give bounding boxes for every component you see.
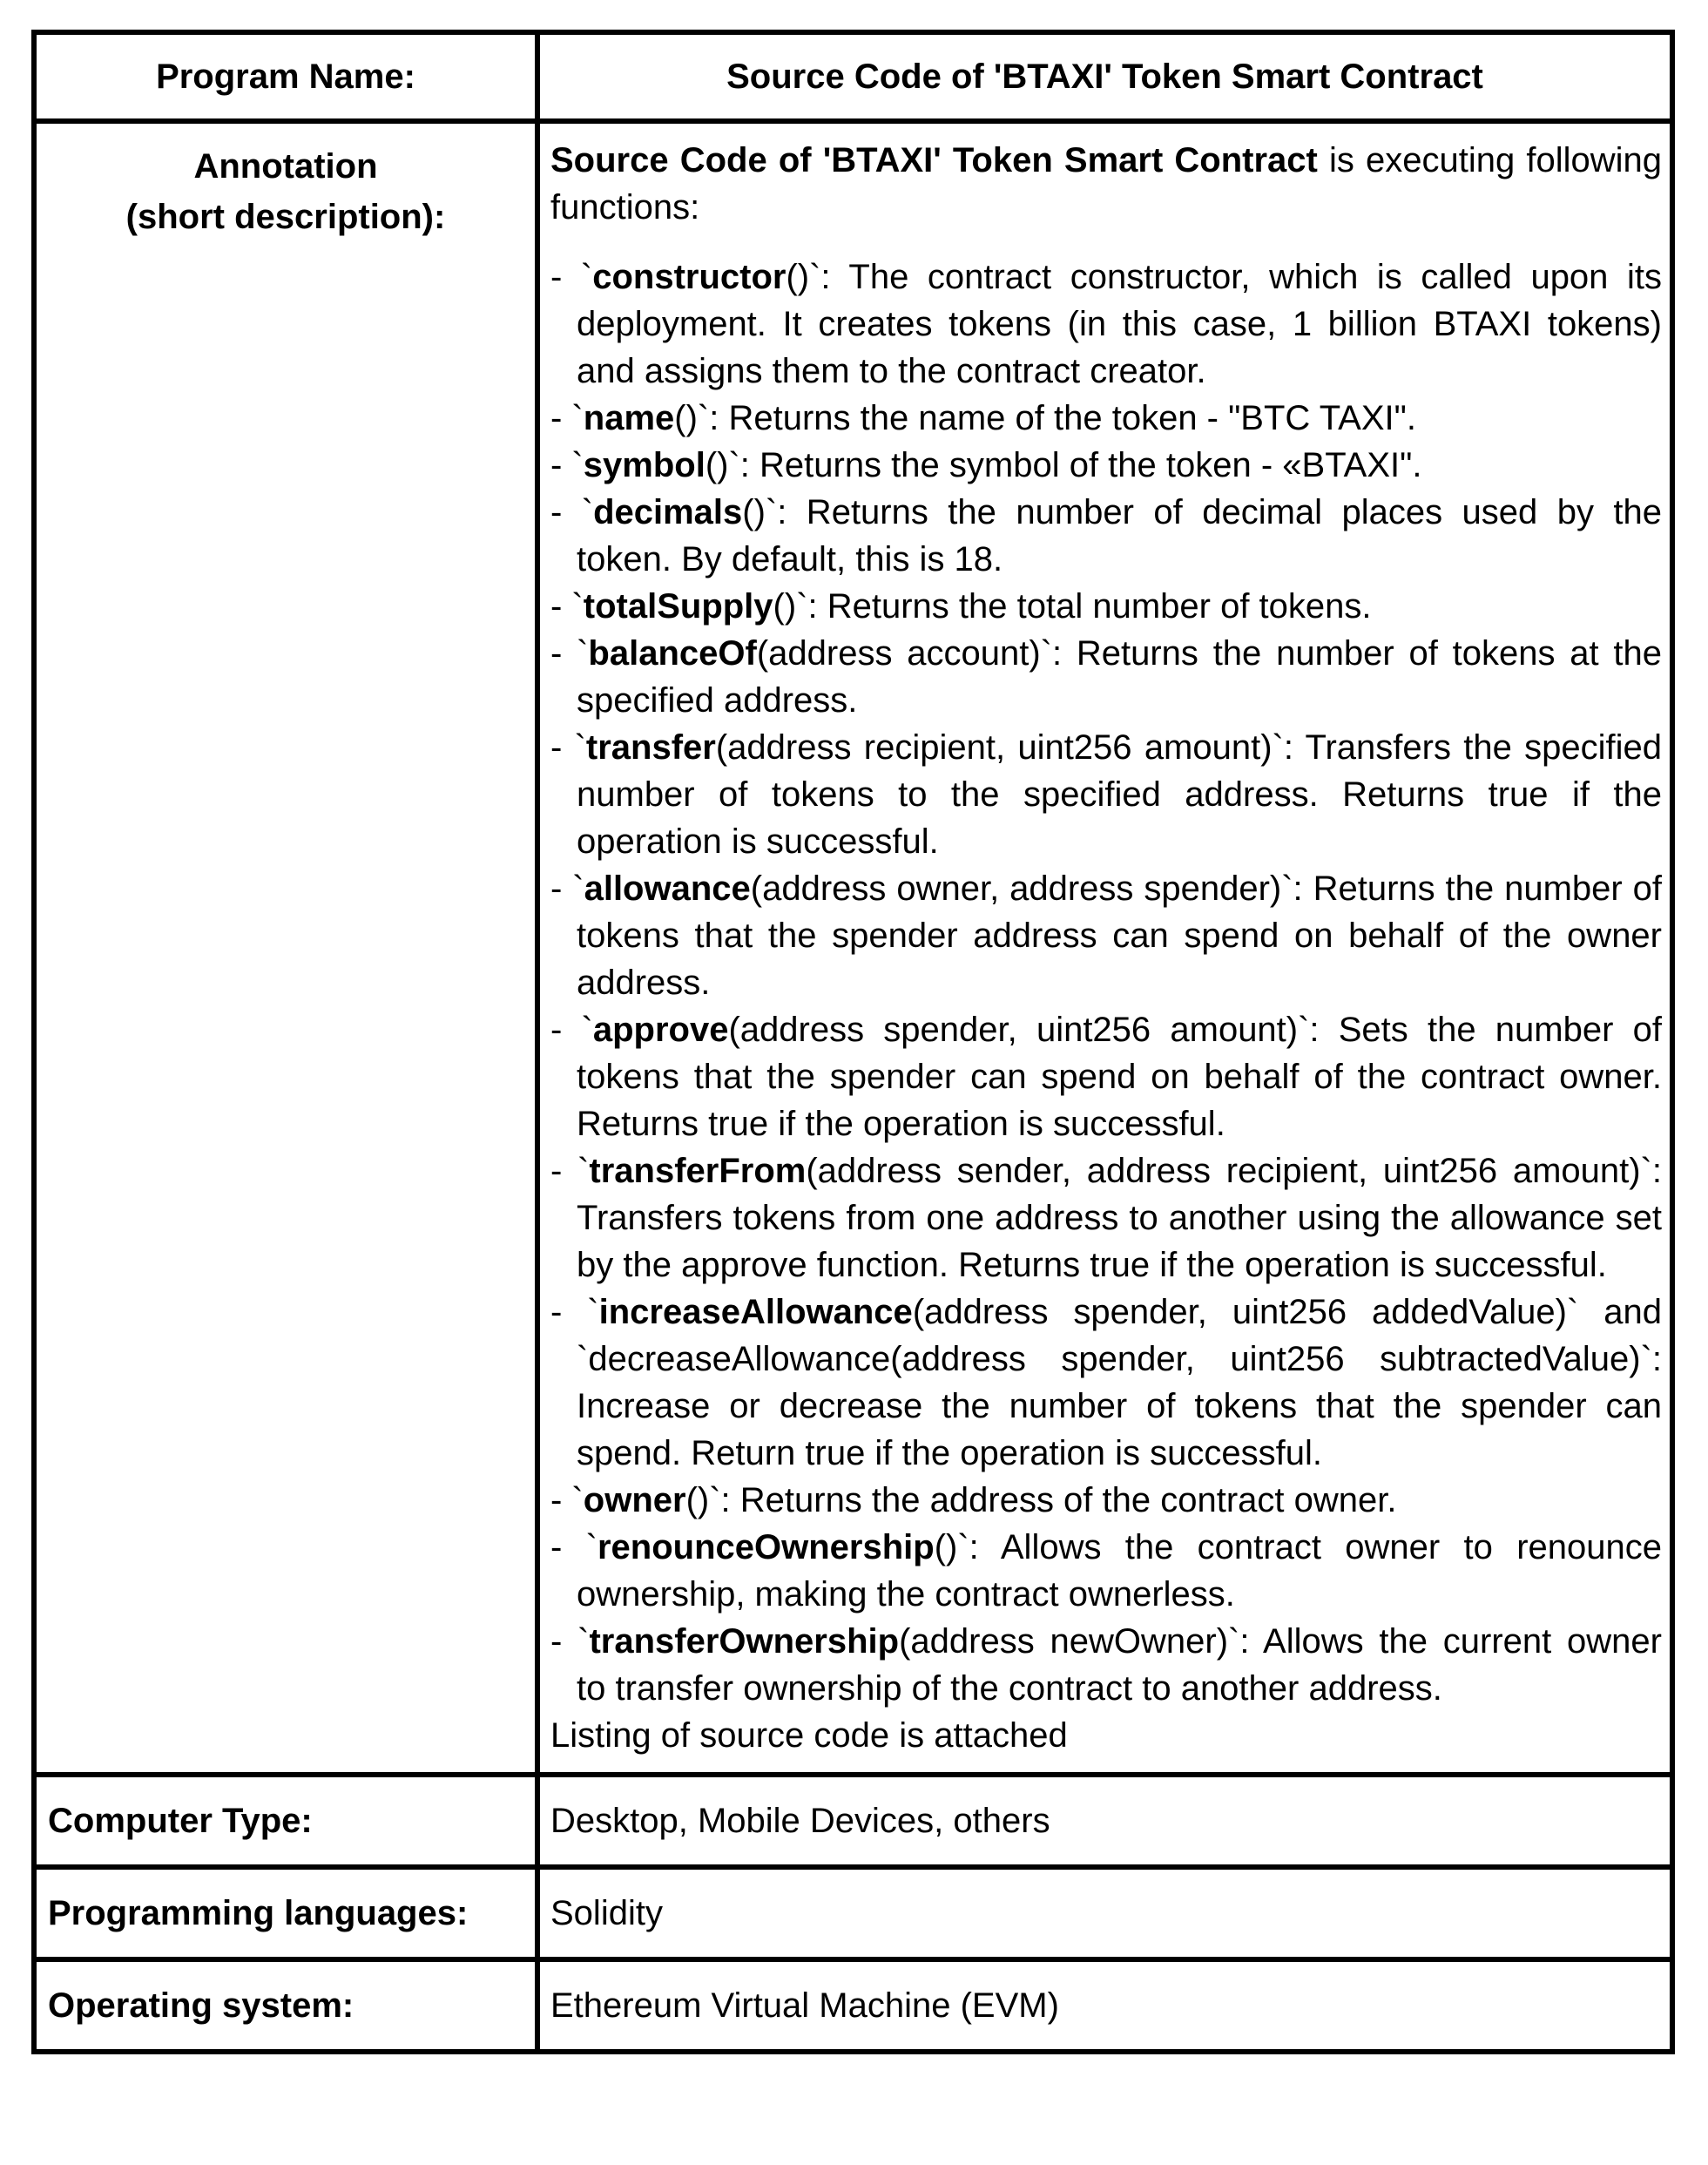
programming-languages-label: Programming languages: xyxy=(34,1867,537,1959)
function-description: ()`: The contract constructor, which is called upon its deployment. It creates tokens (in this case, 1 billion BTAXI tokens) and assigns them to the contract creator. xyxy=(577,258,1662,390)
list-bullet-prefix: - ` xyxy=(550,493,594,531)
list-bullet-prefix: - ` xyxy=(550,1293,599,1331)
operating-system-label: Operating system: xyxy=(34,1959,537,2052)
annotation-label-line1: Annotation xyxy=(193,147,378,186)
list-bullet-prefix: - ` xyxy=(550,399,584,437)
annotation-value-cell xyxy=(537,121,1672,1775)
list-bullet-prefix: - ` xyxy=(550,1011,593,1049)
program-name-label: Program Name: xyxy=(34,32,537,121)
annotation-row xyxy=(34,121,1672,1775)
function-description: ()`: Returns the total number of tokens. xyxy=(773,587,1372,626)
function-name: transferFrom xyxy=(589,1152,807,1190)
computer-type-row xyxy=(34,1775,1672,1867)
function-list-item xyxy=(550,1524,1662,1618)
function-list xyxy=(550,254,1662,1712)
function-name: transferOwnership xyxy=(589,1622,900,1661)
programming-languages-row xyxy=(34,1867,1672,1959)
function-name: increaseAllowance xyxy=(598,1293,913,1331)
function-description: ()`: Allows the contract owner to renounce ownership, making the contract ownerless. xyxy=(577,1528,1662,1614)
function-name: owner xyxy=(583,1481,686,1519)
function-list-item xyxy=(550,1618,1662,1712)
function-name: name xyxy=(583,399,675,437)
function-list-item xyxy=(550,1289,1662,1477)
list-bullet-prefix: - ` xyxy=(550,1481,584,1519)
function-name: transfer xyxy=(585,728,716,767)
annotation-intro-bold: Source Code of 'BTAXI' Token Smart Contract xyxy=(550,141,1318,179)
function-list-item xyxy=(550,442,1662,489)
function-description: ()`: Returns the symbol of the token - «BTAXI". xyxy=(705,446,1422,484)
function-list-item xyxy=(550,1006,1662,1147)
annotation-intro-rest: is executing following functions: xyxy=(550,141,1662,227)
function-list-item xyxy=(550,724,1662,865)
function-description: (address newOwner)`: Allows the current owner to transfer ownership of the contract to another address. xyxy=(577,1622,1662,1708)
computer-type-value: Desktop, Mobile Devices, others xyxy=(537,1775,1672,1867)
function-description: (address sender, address recipient, uint256 amount)`: Transfers tokens from one address to another using the allowance set by the approve function. Returns true if the operation is successful. xyxy=(577,1152,1662,1284)
function-list-item xyxy=(550,630,1662,724)
function-name: totalSupply xyxy=(583,587,773,626)
program-info-table xyxy=(31,30,1675,2054)
function-description: (address recipient, uint256 amount)`: Transfers the specified number of tokens to the specified address. Returns true if the operation is successful. xyxy=(577,728,1662,861)
function-name: allowance xyxy=(584,869,751,908)
function-description: ()`: Returns the address of the contract owner. xyxy=(685,1481,1397,1519)
function-description: (address spender, uint256 addedValue)` and `decreaseAllowance(address spender, uint256 subtractedValue)`: Increase or decrease the number of tokens that the spender can spend. Return true if the operation is successful. xyxy=(577,1293,1662,1472)
computer-type-label: Computer Type: xyxy=(34,1775,537,1867)
list-bullet-prefix: - ` xyxy=(550,728,586,767)
annotation-intro xyxy=(550,137,1662,231)
programming-languages-value: Solidity xyxy=(537,1867,1672,1959)
function-list-item xyxy=(550,583,1662,630)
annotation-footer: Listing of source code is attached xyxy=(550,1716,1068,1755)
function-name: constructor xyxy=(592,258,786,296)
annotation-label-line2: (short description): xyxy=(125,198,446,236)
program-name-value: Source Code of 'BTAXI' Token Smart Contract xyxy=(537,32,1672,121)
list-bullet-prefix: - ` xyxy=(550,1622,590,1661)
list-bullet-prefix: - ` xyxy=(550,587,584,626)
operating-system-value: Ethereum Virtual Machine (EVM) xyxy=(537,1959,1672,2052)
function-name: decimals xyxy=(593,493,743,531)
function-description: (address spender, uint256 amount)`: Sets the number of tokens that the spender can spend on behalf of the contract owner. Returns true if the operation is successful. xyxy=(577,1011,1662,1143)
function-description: (address account)`: Returns the number of tokens at the specified address. xyxy=(577,634,1662,720)
list-bullet-prefix: - ` xyxy=(550,869,584,908)
function-name: symbol xyxy=(583,446,705,484)
function-list-item xyxy=(550,395,1662,442)
function-list-item xyxy=(550,865,1662,1006)
list-bullet-prefix: - ` xyxy=(550,446,584,484)
function-name: approve xyxy=(592,1011,729,1049)
function-description: ()`: Returns the name of the token - "BTC TAXI". xyxy=(674,399,1416,437)
list-bullet-prefix: - ` xyxy=(550,1152,590,1190)
function-list-item xyxy=(550,1477,1662,1524)
annotation-label-cell xyxy=(34,121,537,1775)
list-bullet-prefix: - ` xyxy=(550,634,589,673)
function-list-item xyxy=(550,489,1662,583)
function-name: balanceOf xyxy=(588,634,757,673)
function-description: (address owner, address spender)`: Returns the number of tokens that the spender address can spend on behalf of the owner address. xyxy=(577,869,1662,1002)
function-name: renounceOwnership xyxy=(597,1528,935,1566)
program-name-row xyxy=(34,32,1672,121)
list-bullet-prefix: - ` xyxy=(550,1528,597,1566)
function-list-item xyxy=(550,1147,1662,1289)
operating-system-row xyxy=(34,1959,1672,2052)
list-bullet-prefix: - ` xyxy=(550,258,593,296)
function-description: ()`: Returns the number of decimal places used by the token. By default, this is 18. xyxy=(577,493,1662,578)
function-list-item xyxy=(550,254,1662,395)
